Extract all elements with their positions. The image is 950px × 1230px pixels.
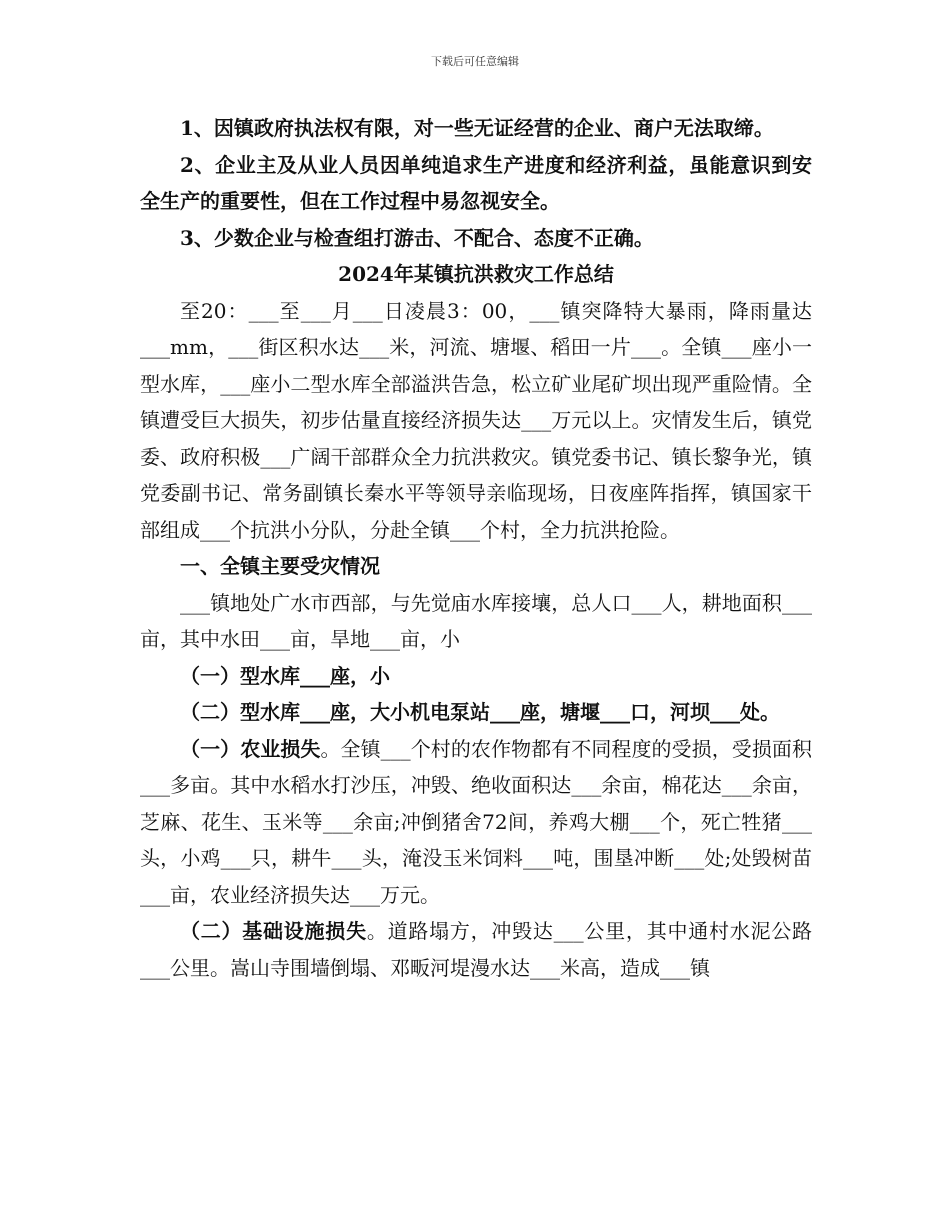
intro-point-1: 1、因镇政府执法权有限，对一些无证经营的企业、商户无法取缔。: [180, 116, 774, 140]
agriculture-loss-text: 。全镇___个村的农作物都有不同程度的受损，受损面积___多亩。其中水稻水打沙压，冲毁、绝收面积达___余亩，棉花达___余亩，芝麻、花生、玉米等___余亩;冲倒猪舍72间，养鸡大棚___个，死亡牲猪___头，小鸡___只，耕牛___头，淹没玉米饲料___吨，围垦冲断___处;处毁树苗___亩，农业经济损失达___万元。: [140, 736, 813, 907]
infrastructure-loss-text: 。道路塌方，冲毁达___公里，其中通村水泥公路___公里。嵩山寺围墙倒塌、邓畈河堤漫水达___米高，造成___镇: [140, 919, 813, 980]
intro-point-2: 2、企业主及从业人员因单纯追求生产进度和经济利益，虽能意识到安全生产的重要性，但在工作过程中易忽视安全。: [140, 152, 812, 213]
reservoir-line-1: （一）型水库___座，小: [180, 663, 390, 688]
page-header: 下载后可任意编辑: [431, 55, 519, 68]
document-body: [140, 110, 812, 986]
infrastructure-loss-lead: （二）基础设施损失: [180, 919, 367, 943]
document-title: 2024年某镇抗洪救灾工作总结: [338, 262, 614, 286]
reservoir-line-2: （二）型水库___座，大小机电泵站___座，塘堰___口，河坝___处。: [180, 700, 780, 724]
agriculture-loss-lead: （一）农业损失: [180, 736, 321, 761]
paragraph-town-profile: ___镇地处广水市西部，与先觉庙水库接壤，总人口___人，耕地面积___亩，其中水田___亩，旱地___亩，小: [140, 590, 812, 651]
section-heading-1: 一、全镇主要受灾情况: [180, 554, 380, 578]
paragraph-overview: 至20：___至___月___日凌晨3：00，___镇突降特大暴雨，降雨量达___mm，___街区积水达___米，河流、塘堰、稻田一片___。全镇___座小一型水库，___座小二型水库全部溢洪告急，松立矿业尾矿坝出现严重险情。全镇遭受巨大损失，初步估量直接经济损失达___万元以上。灾情发生后，镇党委、政府积极___广阔干部群众全力抗洪救灾。镇党委书记、镇长黎争光，镇党委副书记、常务副镇长秦水平等领导亲临现场，日夜座阵指挥，镇国家干部组成___个抗洪小分队，分赴全镇___个村，全力抗洪抢险。: [140, 298, 812, 542]
paragraph-agriculture-loss: [140, 731, 812, 914]
paragraph-infrastructure-loss: [140, 913, 812, 986]
intro-point-3: 3、少数企业与检查组打游击、不配合、态度不正确。: [180, 225, 654, 250]
